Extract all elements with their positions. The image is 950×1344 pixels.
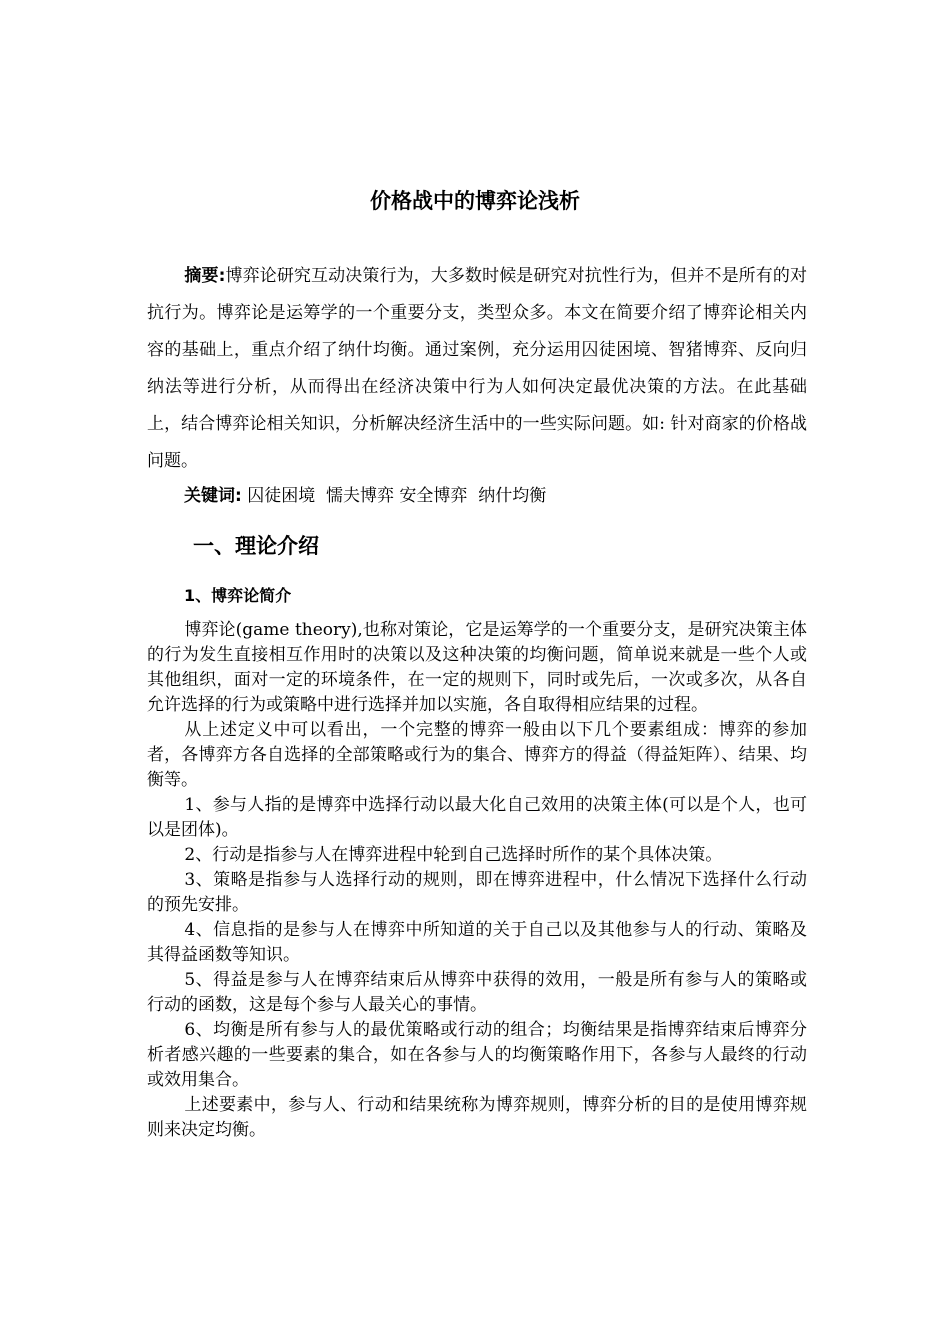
keywords-line xyxy=(184,481,804,511)
subsection-heading-intro: 1、博弈论简介 xyxy=(184,586,292,605)
keywords-text: 囚徒困境 懦夫博弈 安全博弈 纳什均衡 xyxy=(241,486,547,506)
body-paragraph: 4、信息指的是参与人在博弈中所知道的关于自己以及其他参与人的行动、策略及其得益函数等知识。 xyxy=(147,920,807,965)
body-paragraph: 上述要素中，参与人、行动和结果统称为博弈规则，博弈分析的目的是使用博弈规则来决定均衡。 xyxy=(147,1095,807,1140)
body-paragraph: 2、行动是指参与人在博弈进程中轮到自己选择时所作的某个具体决策。 xyxy=(184,845,723,865)
body-paragraph: 从上述定义中可以看出，一个完整的博弈一般由以下几个要素组成：博弈的参加者，各博弈方各自选择的全部策略或行为的集合、博弈方的得益（得益矩阵）、结果、均衡等。 xyxy=(147,720,807,790)
section-heading-theory: 一、理论介绍 xyxy=(193,534,319,558)
abstract-label: 摘要: xyxy=(184,266,226,286)
document-title: 价格战中的博弈论浅析 xyxy=(370,189,580,213)
body-paragraph: 6、均衡是所有参与人的最优策略或行动的组合；均衡结果是指博弈结束后博弈分析者感兴趣的一些要素的集合，如在各参与人的均衡策略作用下，各参与人最终的行动或效用集合。 xyxy=(147,1020,807,1090)
section-body xyxy=(147,618,807,1143)
body-paragraph: 1、参与人指的是博弈中选择行动以最大化自己效用的决策主体(可以是个人，也可以是团体)。 xyxy=(147,795,807,840)
body-paragraph: 5、得益是参与人在博弈结束后从博弈中获得的效用，一般是所有参与人的策略或行动的函数，这是每个参与人最关心的事情。 xyxy=(147,970,807,1015)
abstract-paragraph xyxy=(147,258,807,480)
body-paragraph: 3、策略是指参与人选择行动的规则，即在博弈进程中，什么情况下选择什么行动的预先安排。 xyxy=(147,870,807,915)
abstract-text: 博弈论研究互动决策行为，大多数时候是研究对抗性行为，但并不是所有的对抗行为。博弈论是运筹学的一个重要分支，类型众多。本文在简要介绍了博弈论相关内容的基础上，重点介绍了纳什均衡。通过案例，充分运用囚徒困境、智猪博弈、反向归纳法等进行分析，从而得出在经济决策中行为人如何决定最优决策的方法。在此基础上，结合博弈论相关知识，分析解决经济生活中的一些实际问题。如: 针对商家的价格战问题。 xyxy=(147,266,807,471)
body-paragraph: 博弈论(game theory),也称对策论，它是运筹学的一个重要分支，是研究决策主体的行为发生直接相互作用时的决策以及这种决策的均衡问题，简单说来就是一些个人或其他组织，面对一定的环境条件，在一定的规则下，同时或先后，一次或多次，从各自允许选择的行为或策略中进行选择并加以实施，各自取得相应结果的过程。 xyxy=(147,620,807,715)
keywords-label: 关键词: xyxy=(184,486,242,506)
